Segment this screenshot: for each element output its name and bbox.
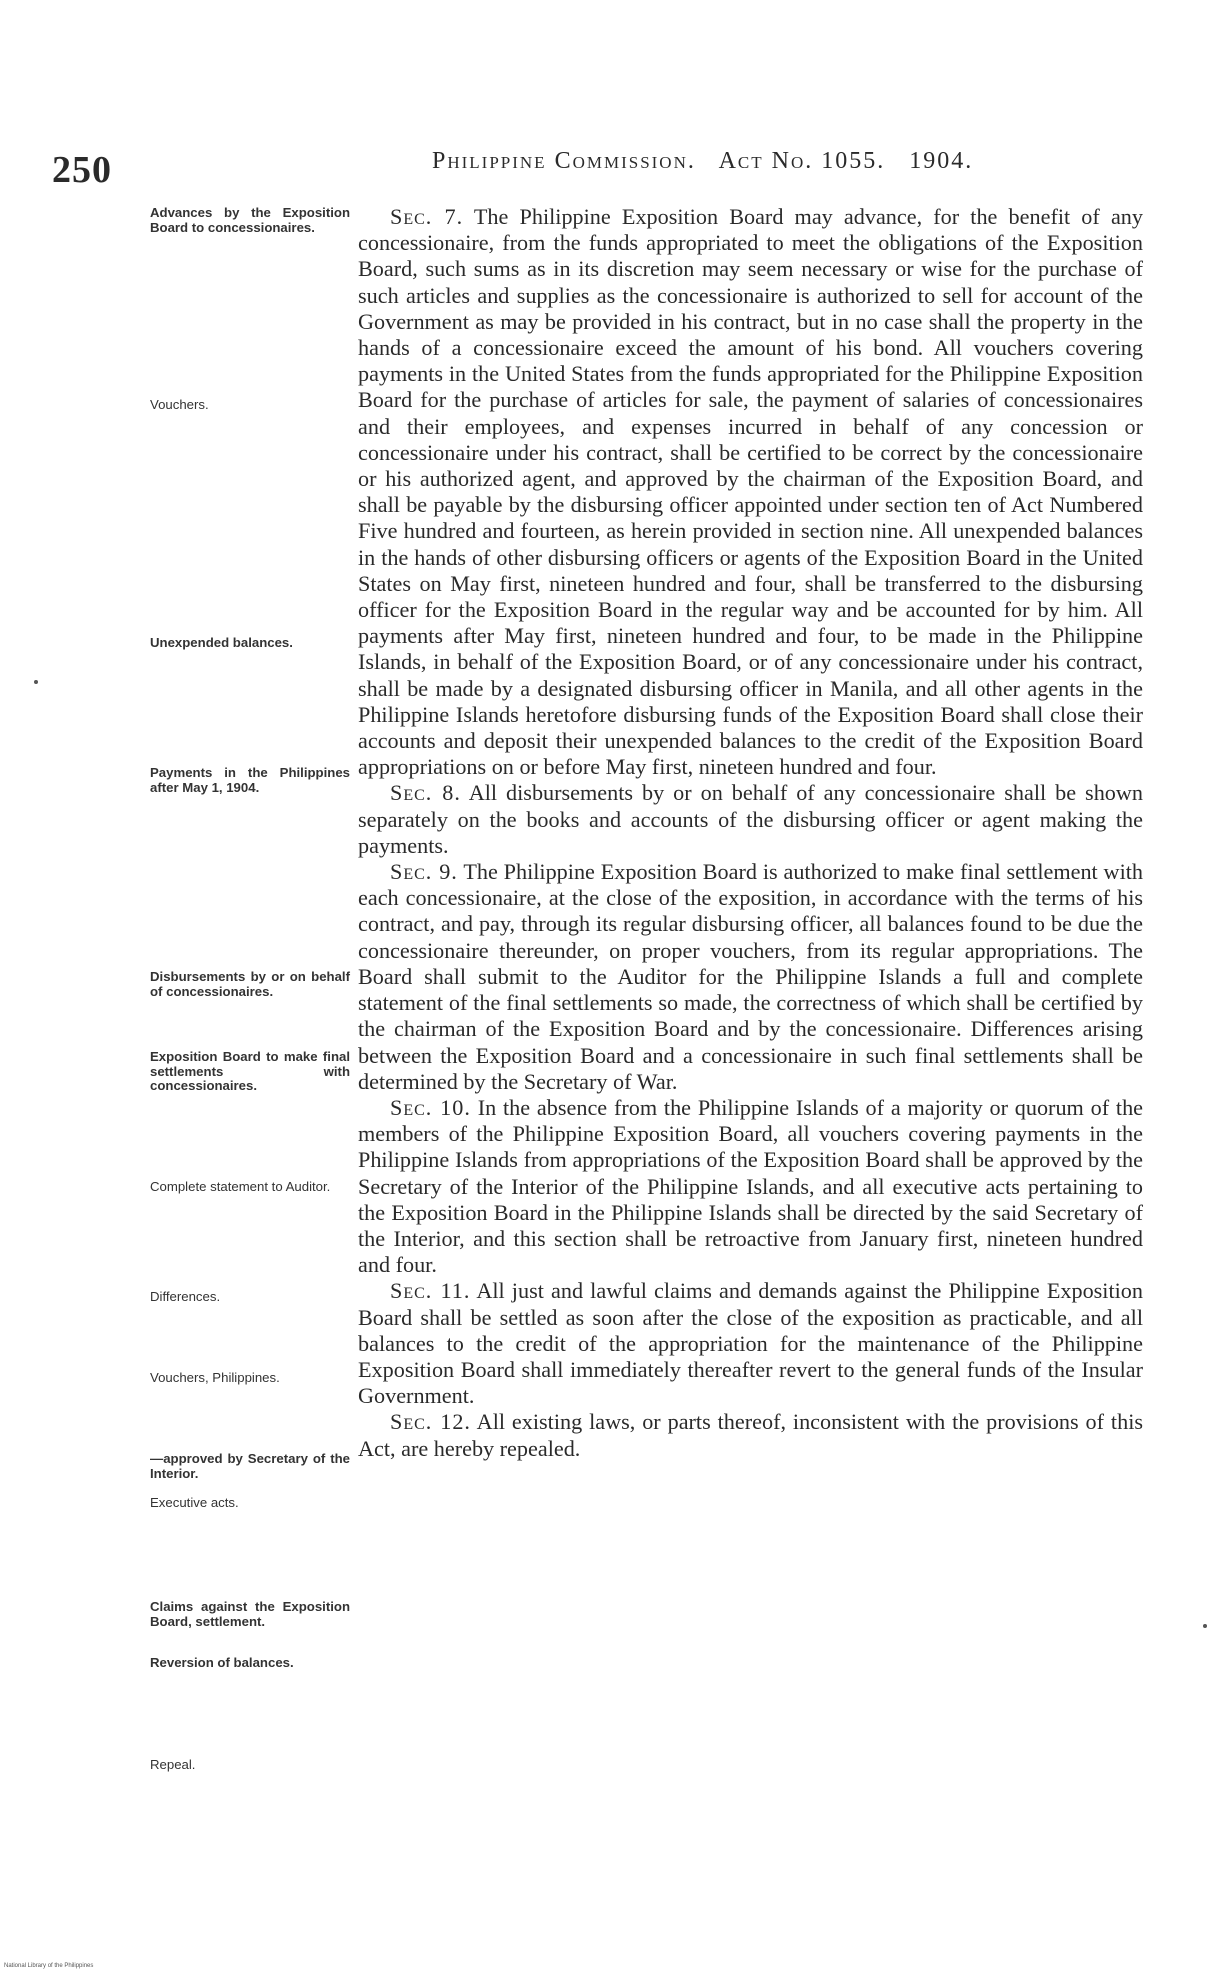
main-text	[358, 204, 1143, 1462]
section-label: Sec. 12.	[390, 1409, 471, 1435]
section-11	[358, 1278, 1143, 1409]
section-text: The Philippine Exposition Board is authorized to make final settlement with each concessionaire, at the close of the exposition, in accordance with the terms of his contract, and pay, through its regular disbursing officer, all balances found to be due the concessionaire thereunder, on proper vouchers, from its regular appropriations. The Board shall submit to the Auditor for the Philippine Islands a full and complete statement of the final settlements so made, the correctness of which shall be certified by the chairman of the Exposition Board and by the concessionaire. Differences arising between the Exposition Board and a concessionaire in such final settlements shall be determined by the Secretary of War.	[358, 859, 1144, 1094]
margin-note-vouchers-philippines: Vouchers, Philippines.	[150, 1370, 280, 1385]
section-label: Sec. 11.	[390, 1278, 471, 1304]
margin-note-executive-acts: Executive acts.	[150, 1495, 239, 1510]
margin-note-disbursements: Disbursements by or on behalf of concessionaires.	[150, 969, 350, 999]
margin-note-advances: Advances by the Exposition Board to concessionaires.	[150, 205, 350, 235]
running-head-year: 1904.	[909, 148, 974, 174]
margin-note-complete-statement: Complete statement to Auditor.	[150, 1179, 331, 1194]
margin-note-vouchers: Vouchers.	[150, 397, 209, 412]
margin-note-payments-philippines: Payments in the Philippines after May 1, 1904.	[150, 765, 350, 795]
running-head-title: Philippine Commission.	[432, 148, 696, 174]
margin-note-approved-secretary: —approved by Secretary of the Interior.	[150, 1451, 350, 1481]
section-label: Sec. 7.	[390, 204, 464, 229]
scan-speck	[34, 680, 38, 684]
running-head-act: Act No. 1055.	[718, 148, 886, 174]
margin-note-differences: Differences.	[150, 1289, 221, 1304]
margin-note-reversion: Reversion of balances.	[150, 1655, 294, 1670]
margin-note-claims: Claims against the Exposition Board, settlement.	[150, 1599, 350, 1629]
footer-credit: National Library of the Philippines	[4, 1963, 94, 1969]
margin-note-unexpended-balances: Unexpended balances.	[150, 635, 293, 650]
section-text: The Philippine Exposition Board may advance, for the benefit of any concessionaire, from the funds appropriated to meet the obligations of the Exposition Board, such sums as in its discretion may seem necessary or wise for the purchase of such articles and supplies as the concessionaire is authorized to sell for account of the Government as may be provided in his contract, but in no case shall the property in the hands of a concessionaire exceed the amount of his bond. All vouchers covering payments in the United States from the funds appropriated for the Philippine Exposition Board for the purchase of articles for sale, the payment of salaries of concessionaires and their employees, and expenses incurred in behalf of any concession or concessionaire under his contract, shall be certified to be correct by the concessionaire or his authorized agent, and approved by the chairman of the Exposition Board, and shall be payable by the disbursing officer appointed under section ten of Act Numbered Five hundred and fourteen, as herein provided in section nine. All unexpended balances in the hands of other disbursing officers or agents of the Exposition Board in the United States on May first, nineteen hundred and four, shall be transferred to the disbursing officer for the Exposition Board in the regular way and be accounted for by him. All payments after May first, nineteen hundred and four, to be made in the Philippine Islands, in behalf of the Exposition Board, or of any concessionaire under his contract, shall be made by a designated disbursing officer in Manila, and all other agents in the Philippine Islands heretofore disbursing funds of the Exposition Board shall close their accounts and deposit their unexpended balances to the credit of the Exposition Board appropriations on or before May first, nineteen hundred and four.	[358, 204, 1143, 780]
section-text: In the absence from the Philippine Islands of a majority or quorum of the members of the Philippine Exposition Board, all vouchers covering payments in the Philippine Islands from appropriations of the Exposition Board shall be approved by the Secretary of the Interior of the Philippine Islands, and all executive acts pertaining to the Exposition Board in the Philippine Islands shall be directed by the said Secretary of the Interior, and this section shall be retroactive from January first, nineteen hundred and four.	[358, 1094, 1144, 1278]
section-label: Sec. 9.	[390, 859, 458, 885]
page-number: 250	[52, 149, 112, 191]
section-text: All disbursements by or on behalf of any concessionaire shall be shown separately on the books and accounts of the disbursing officer or agent making the payments.	[358, 780, 1143, 858]
section-text: All existing laws, or parts thereof, inconsistent with the provisions of this Act, are hereby repealed.	[358, 1409, 1143, 1461]
margin-note-repeal: Repeal.	[150, 1757, 196, 1772]
section-9	[358, 859, 1143, 1095]
section-12	[358, 1409, 1143, 1461]
section-7	[358, 204, 1143, 780]
section-label: Sec. 10.	[390, 1094, 471, 1120]
section-text: All just and lawful claims and demands against the Philippine Exposition Board shall be settled as soon after the close of the exposition as practicable, and all balances to the credit of the appropriation for the maintenance of the Philippine Exposition Board shall immediately thereafter revert to the general funds of the Insular Government.	[358, 1278, 1143, 1409]
section-10	[358, 1095, 1143, 1278]
scan-speck	[1203, 1624, 1207, 1628]
running-head	[432, 148, 989, 175]
section-label: Sec. 8.	[390, 780, 461, 806]
section-8	[358, 780, 1143, 859]
margin-note-final-settlements: Exposition Board to make final settlements with concessionaires.	[150, 1049, 350, 1094]
